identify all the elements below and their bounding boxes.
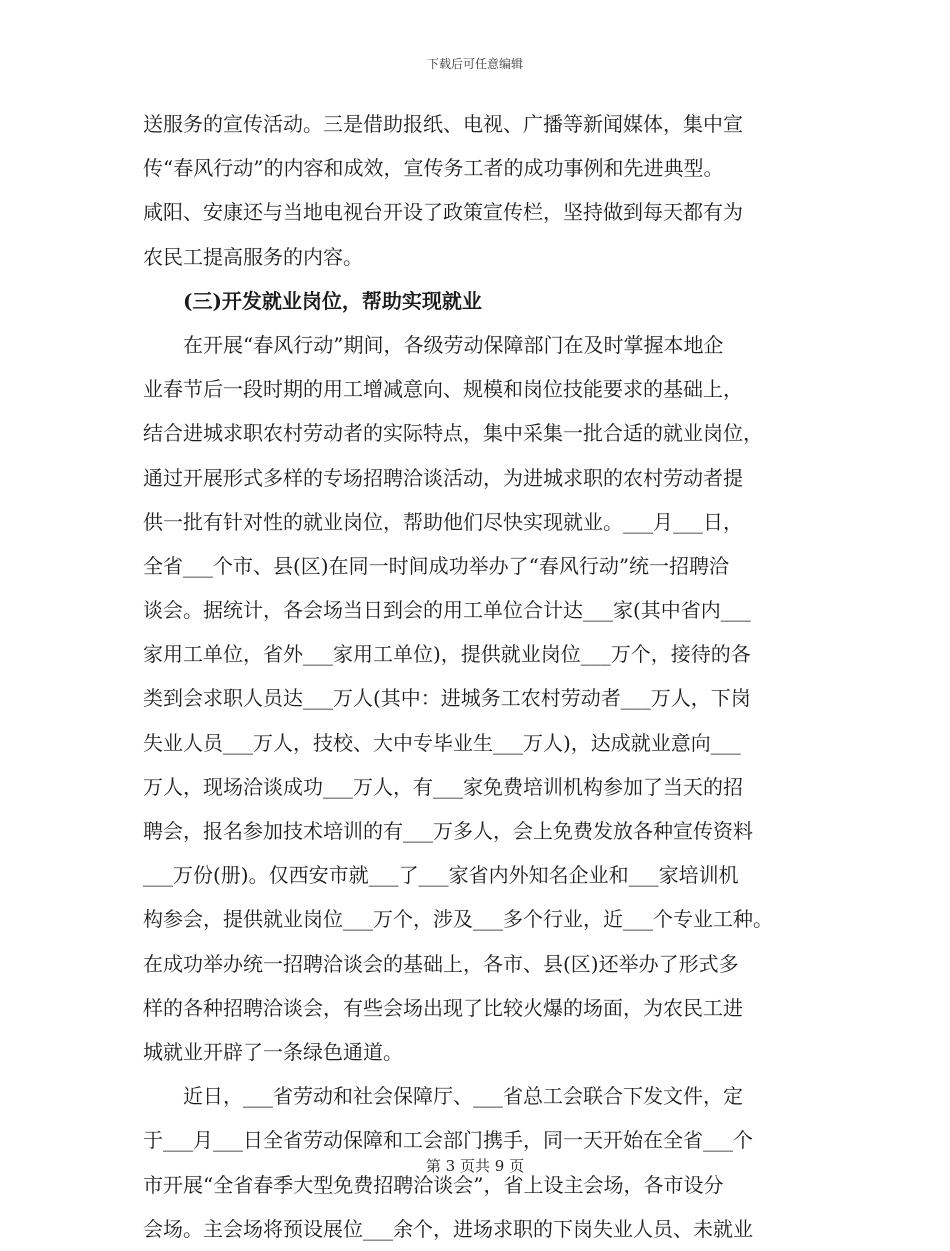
text-line: 通过开展形式多样的专场招聘洽谈活动，为进城求职的农村劳动者提 [143,465,743,490]
text-line: 会场。主会场将预设展位___余个，进场求职的下岗失业人员、未就业 [143,1216,753,1241]
text-line: ___万份(册)。仅西安市就___了___家省内外知名企业和___家培训机 [143,863,739,888]
text-line: 类到会求职人员达___万人(其中：进城务工农村劳动者___万人，下岗 [143,686,751,711]
text-line: 咸阳、安康还与当地电视台开设了政策宣传栏，坚持做到每天都有为 [143,200,743,225]
text-line: 传“春风行动”的内容和成效，宣传务工者的成功事例和先进典型。 [143,156,724,181]
text-line: 业春节后一段时期的用工增减意向、规模和岗位技能要求的基础上， [143,377,743,402]
document-body [143,102,808,1251]
text-line: 农民工提高服务的内容。 [143,244,363,269]
text-line: 送服务的宣传活动。三是借助报纸、电视、广播等新闻媒体，集中宣 [143,112,743,136]
text-line: 于___月___日全省劳动保障和工会部门携手，同一天开始在全省___个 [143,1128,753,1153]
text-line: 市开展“全省春季大型免费招聘洽谈会”，省上设主会场，各市设分 [143,1172,724,1197]
text-line: 构参会，提供就业岗位___万个，涉及___多个行业，近___个专业工种。 [143,907,773,932]
text-line: 供一批有针对性的就业岗位，帮助他们尽快实现就业。___月___日， [143,509,743,534]
text-line: 在成功举办统一招聘洽谈会的基础上，各市、县(区)还举办了形式多 [143,951,739,976]
text-line: 全省___个市、县(区)在同一时间成功举办了“春风行动”统一招聘洽 [143,553,730,578]
text-line: 家用工单位，省外___家用工单位)，提供就业岗位___万个，接待的各 [143,642,751,667]
text-line: 城就业开辟了一条绿色通道。 [143,1039,403,1064]
page-header: 下载后可任意编辑 [426,57,523,71]
text-line: 近日，___省劳动和社会保障厅、___省总工会联合下发文件，定 [143,1084,743,1109]
text-line: 万人，现场洽谈成功___万人，有___家免费培训机构参加了当天的招 [143,774,743,799]
text-line: 聘会，报名参加技术培训的有___万多人，会上免费发放各种宣传资料 [143,819,753,843]
page-footer: 第 3 页共 9 页 [425,1157,525,1175]
section-heading: (三)开发就业岗位，帮助实现就业 [143,288,482,313]
text-line: 失业人员___万人，技校、大中专毕业生___万人)，达成就业意向___ [143,730,741,755]
text-line: 结合进城求职农村劳动者的实际特点，集中采集一批合适的就业岗位， [143,421,763,446]
text-line: 谈会。据统计，各会场当日到会的用工单位合计达___家(其中省内___ [143,598,751,623]
text-line: 样的各种招聘洽谈会，有些会场出现了比较火爆的场面，为农民工进 [143,995,743,1020]
text-line: 在开展“春风行动”期间，各级劳动保障部门在及时掌握本地企 [143,332,724,357]
